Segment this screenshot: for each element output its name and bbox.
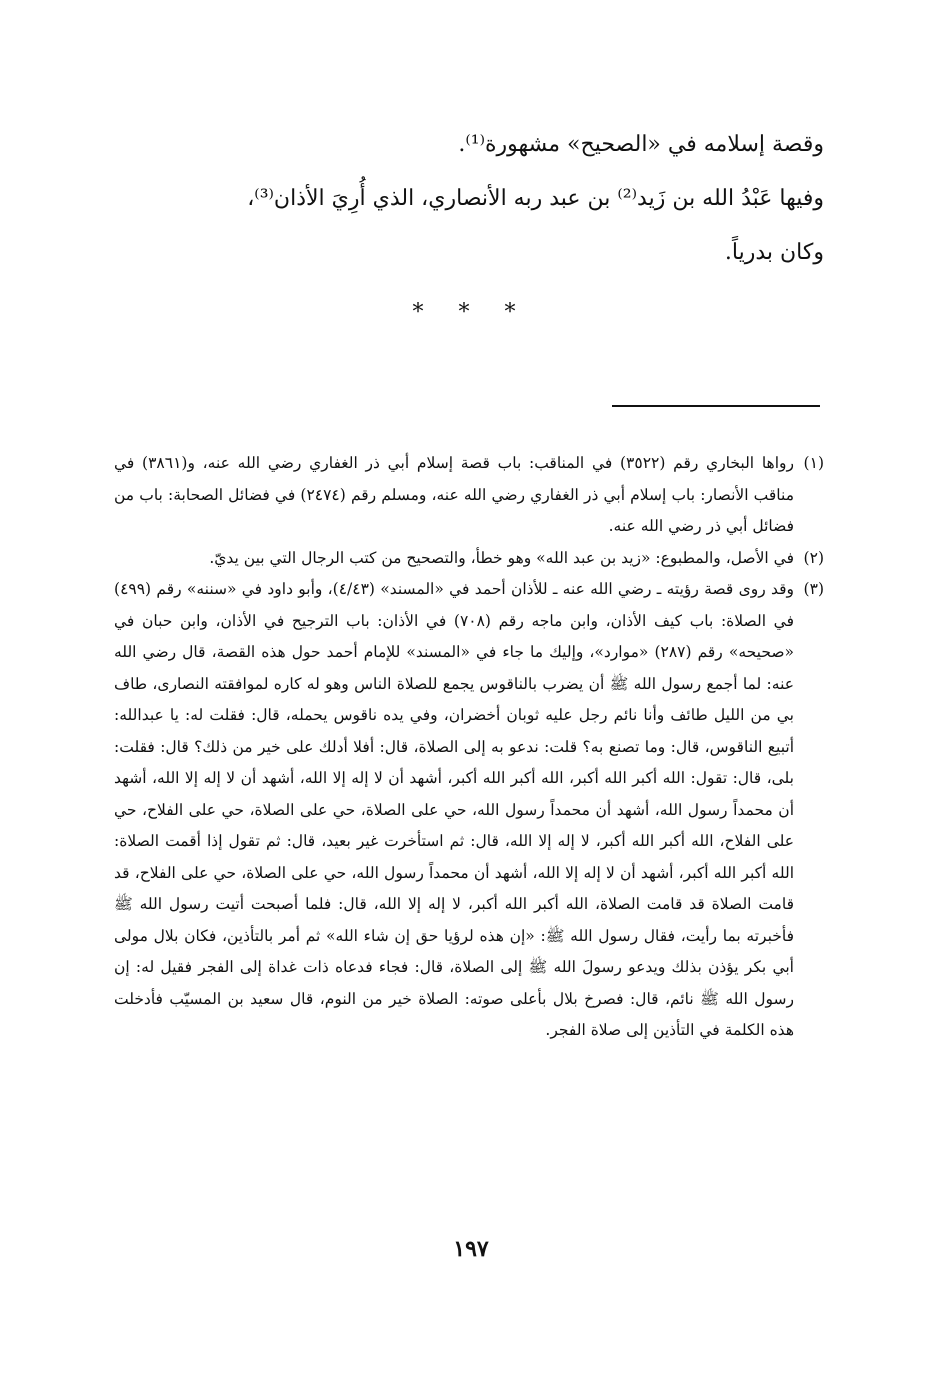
footnote-text: رواها البخاري رقم (٣٥٢٢) في المناقب: باب قصة إسلام أبي ذر الغفاري رضي الله عنه، و(٣٨٦١) في مناقب الأنصار: باب إسلام أبي ذر الغفاري رضي الله عنه، ومسلم رقم (٢٤٧٤) في فضائل الصحابة: باب من فضائل أبي ذر رضي الله عنه.: [114, 454, 795, 535]
footnote-text: وقد روى قصة رؤيته ـ رضي الله عنه ـ للأذان أحمد في «المسند» (٤/٤٣)، وأبو داود في «سننه» رقم (٤٩٩) في الصلاة: باب كيف الأذان، وابن ماجه رقم (٧٠٨) في الأذان: باب الترجيح في الأذان، وابن حبان في «صحيحه» رقم (٢٨٧) «موارد»، وإليك ما جاء في «المسند» للإمام أحمد حول هذه القصة، قال رضي الله عنه: لما أجمع رسول الله ﷺ أن يضرب بالناقوس يجمع للصلاة الناس وهو له كاره لموافقته النصارى، طاف بي من الليل طائف وأنا نائم رجل عليه ثوبان أخضران، وفي يده ناقوس يحمله، قال: فقلت له: يا عبدالله: أتبيع الناقوس، قال: وما تصنع به؟ قلت: ندعو به إلى الصلاة، قال: أفلا أدلك على خير من ذلك؟ قال: فقلت: بلى، قال: تقول: الله أكبر الله أكبر، الله أكبر الله أكبر، أشهد أن لا إله إلا الله، أشهد أن لا إله إلا الله، أشهد أن محمداً رسول الله، أشهد أن محمداً رسول الله، حي على الصلاة، حي على الصلاة، حي على الفلاح، حي على الفلاح، الله أكبر الله أكبر، لا إله إلا الله، قال: ثم استأخرت غير بعيد، قال: ثم تقول إذا أقمت الصلاة: الله أكبر الله أكبر، أشهد أن لا إله إلا الله، أشهد أن محمداً رسول الله، حي على الصلاة، حي على الفلاح، قد قامت الصلاة قد قامت الصلاة، الله أكبر الله أكبر، لا إله إلا الله، قال: فلما أصبحت أتيت رسول الله ﷺ فأخبرته بما رأيت، فقال رسول الله ﷺ: «إن هذه لرؤيا حق إن شاء الله» ثم أمر بالتأذين، فكان بلال مولى أبي بكر يؤذن بذلك ويدعو رسولَ الله ﷺ إلى الصلاة، قال: فجاء فدعاه ذات غداة إلى الفجر فقيل له: إن رسول الله ﷺ نائم، قال: فصرخ بلال بأعلى صوته: الصلاة خير من النوم، قال سعيد بن المسيّب فأدخلت هذه الكلمة في التأذين إلى صلاة الفجر.: [114, 580, 794, 1039]
footnote-3: [114, 574, 824, 1047]
footnote-text: في الأصل، والمطبوع: «زيد بن عبد الله» وهو خطأ، والتصحيح من كتب الرجال التي بين يديّ.: [209, 548, 794, 567]
section-separator: * * *: [412, 300, 530, 325]
main-text-line-3: وكان بدرياً.: [724, 240, 824, 265]
page-number: ١٩٧: [453, 1236, 489, 1262]
main-text-line-2: وفيها عَبْدُ الله بن زَيد⁽²⁾ بن عبد ربه الأنصاري، الذي أُرِيَ الأذان⁽³⁾،: [247, 186, 824, 211]
footnote-number: (٢): [803, 548, 824, 567]
footnote-number: (٣): [803, 580, 824, 598]
footnote-divider: [612, 405, 820, 407]
main-text: [104, 118, 824, 280]
footnote-2: [114, 543, 824, 575]
footnote-1: [114, 448, 824, 543]
footnote-number: (١): [803, 454, 824, 472]
footnotes: [114, 448, 824, 1047]
main-text-line-1: وقصة إسلامه في «الصحيح» مشهورة⁽¹⁾.: [458, 132, 824, 157]
